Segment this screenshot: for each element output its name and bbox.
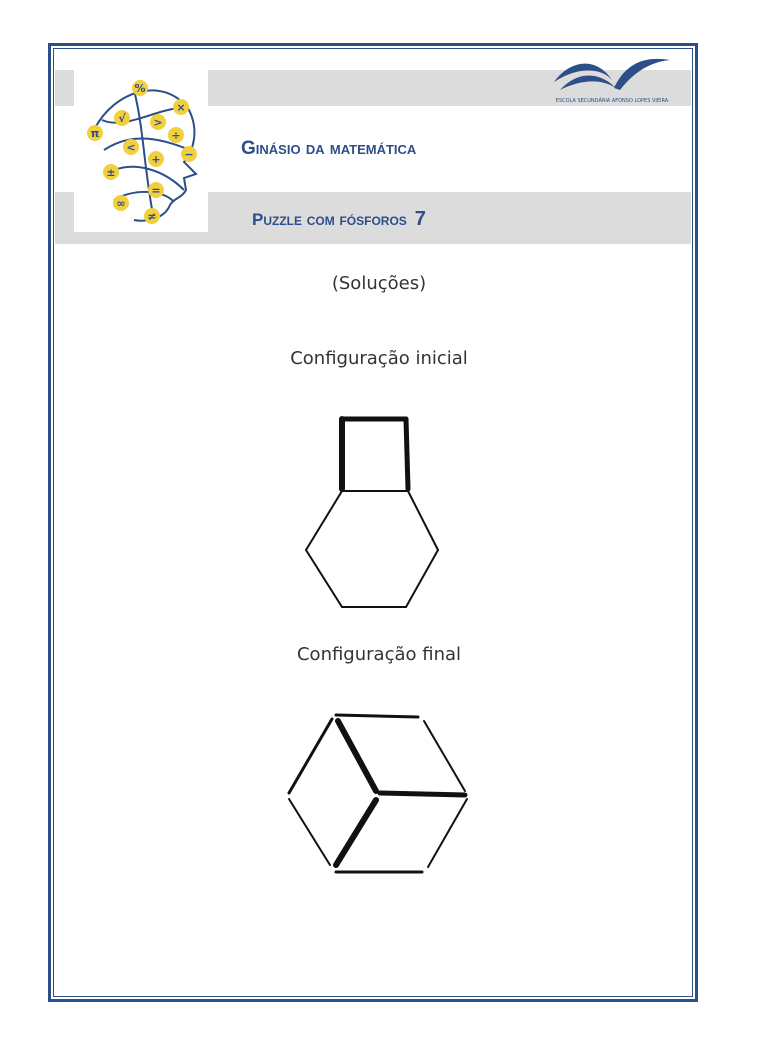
logo-symbols [87, 80, 197, 224]
svg-text:∞: ∞ [116, 197, 126, 210]
initial-configuration-figure [300, 400, 450, 615]
svg-text:≠: ≠ [147, 210, 157, 223]
solutions-label: (Soluções) [331, 273, 427, 294]
svg-text:−: − [184, 148, 194, 161]
final-configuration-figure [280, 705, 476, 883]
puzzle-title [252, 208, 426, 231]
svg-text:√: √ [118, 112, 126, 125]
svg-text:×: × [176, 101, 186, 114]
svg-text:π: π [90, 127, 100, 140]
svg-text:±: ± [106, 166, 116, 179]
svg-text:=: = [151, 184, 161, 197]
math-gym-logo [74, 70, 208, 232]
puzzle-title-text: Puzzle com fósforos [252, 210, 407, 229]
svg-text:<: < [126, 141, 136, 154]
puzzle-number: 7 [414, 208, 426, 230]
page-title: Ginásio da matemática [241, 138, 417, 159]
svg-text:+: + [151, 153, 161, 166]
svg-text:%: % [134, 82, 146, 95]
school-logo [550, 52, 674, 106]
svg-text:÷: ÷ [171, 129, 181, 142]
svg-text:>: > [153, 116, 163, 129]
svg-text:ESCOLA SECUNDÁRIA AFONSO LOPES: ESCOLA SECUNDÁRIA AFONSO LOPES VIEIRA [555, 98, 669, 104]
initial-configuration-label: Configuração inicial [290, 348, 468, 369]
final-configuration-label: Configuração final [296, 644, 462, 665]
